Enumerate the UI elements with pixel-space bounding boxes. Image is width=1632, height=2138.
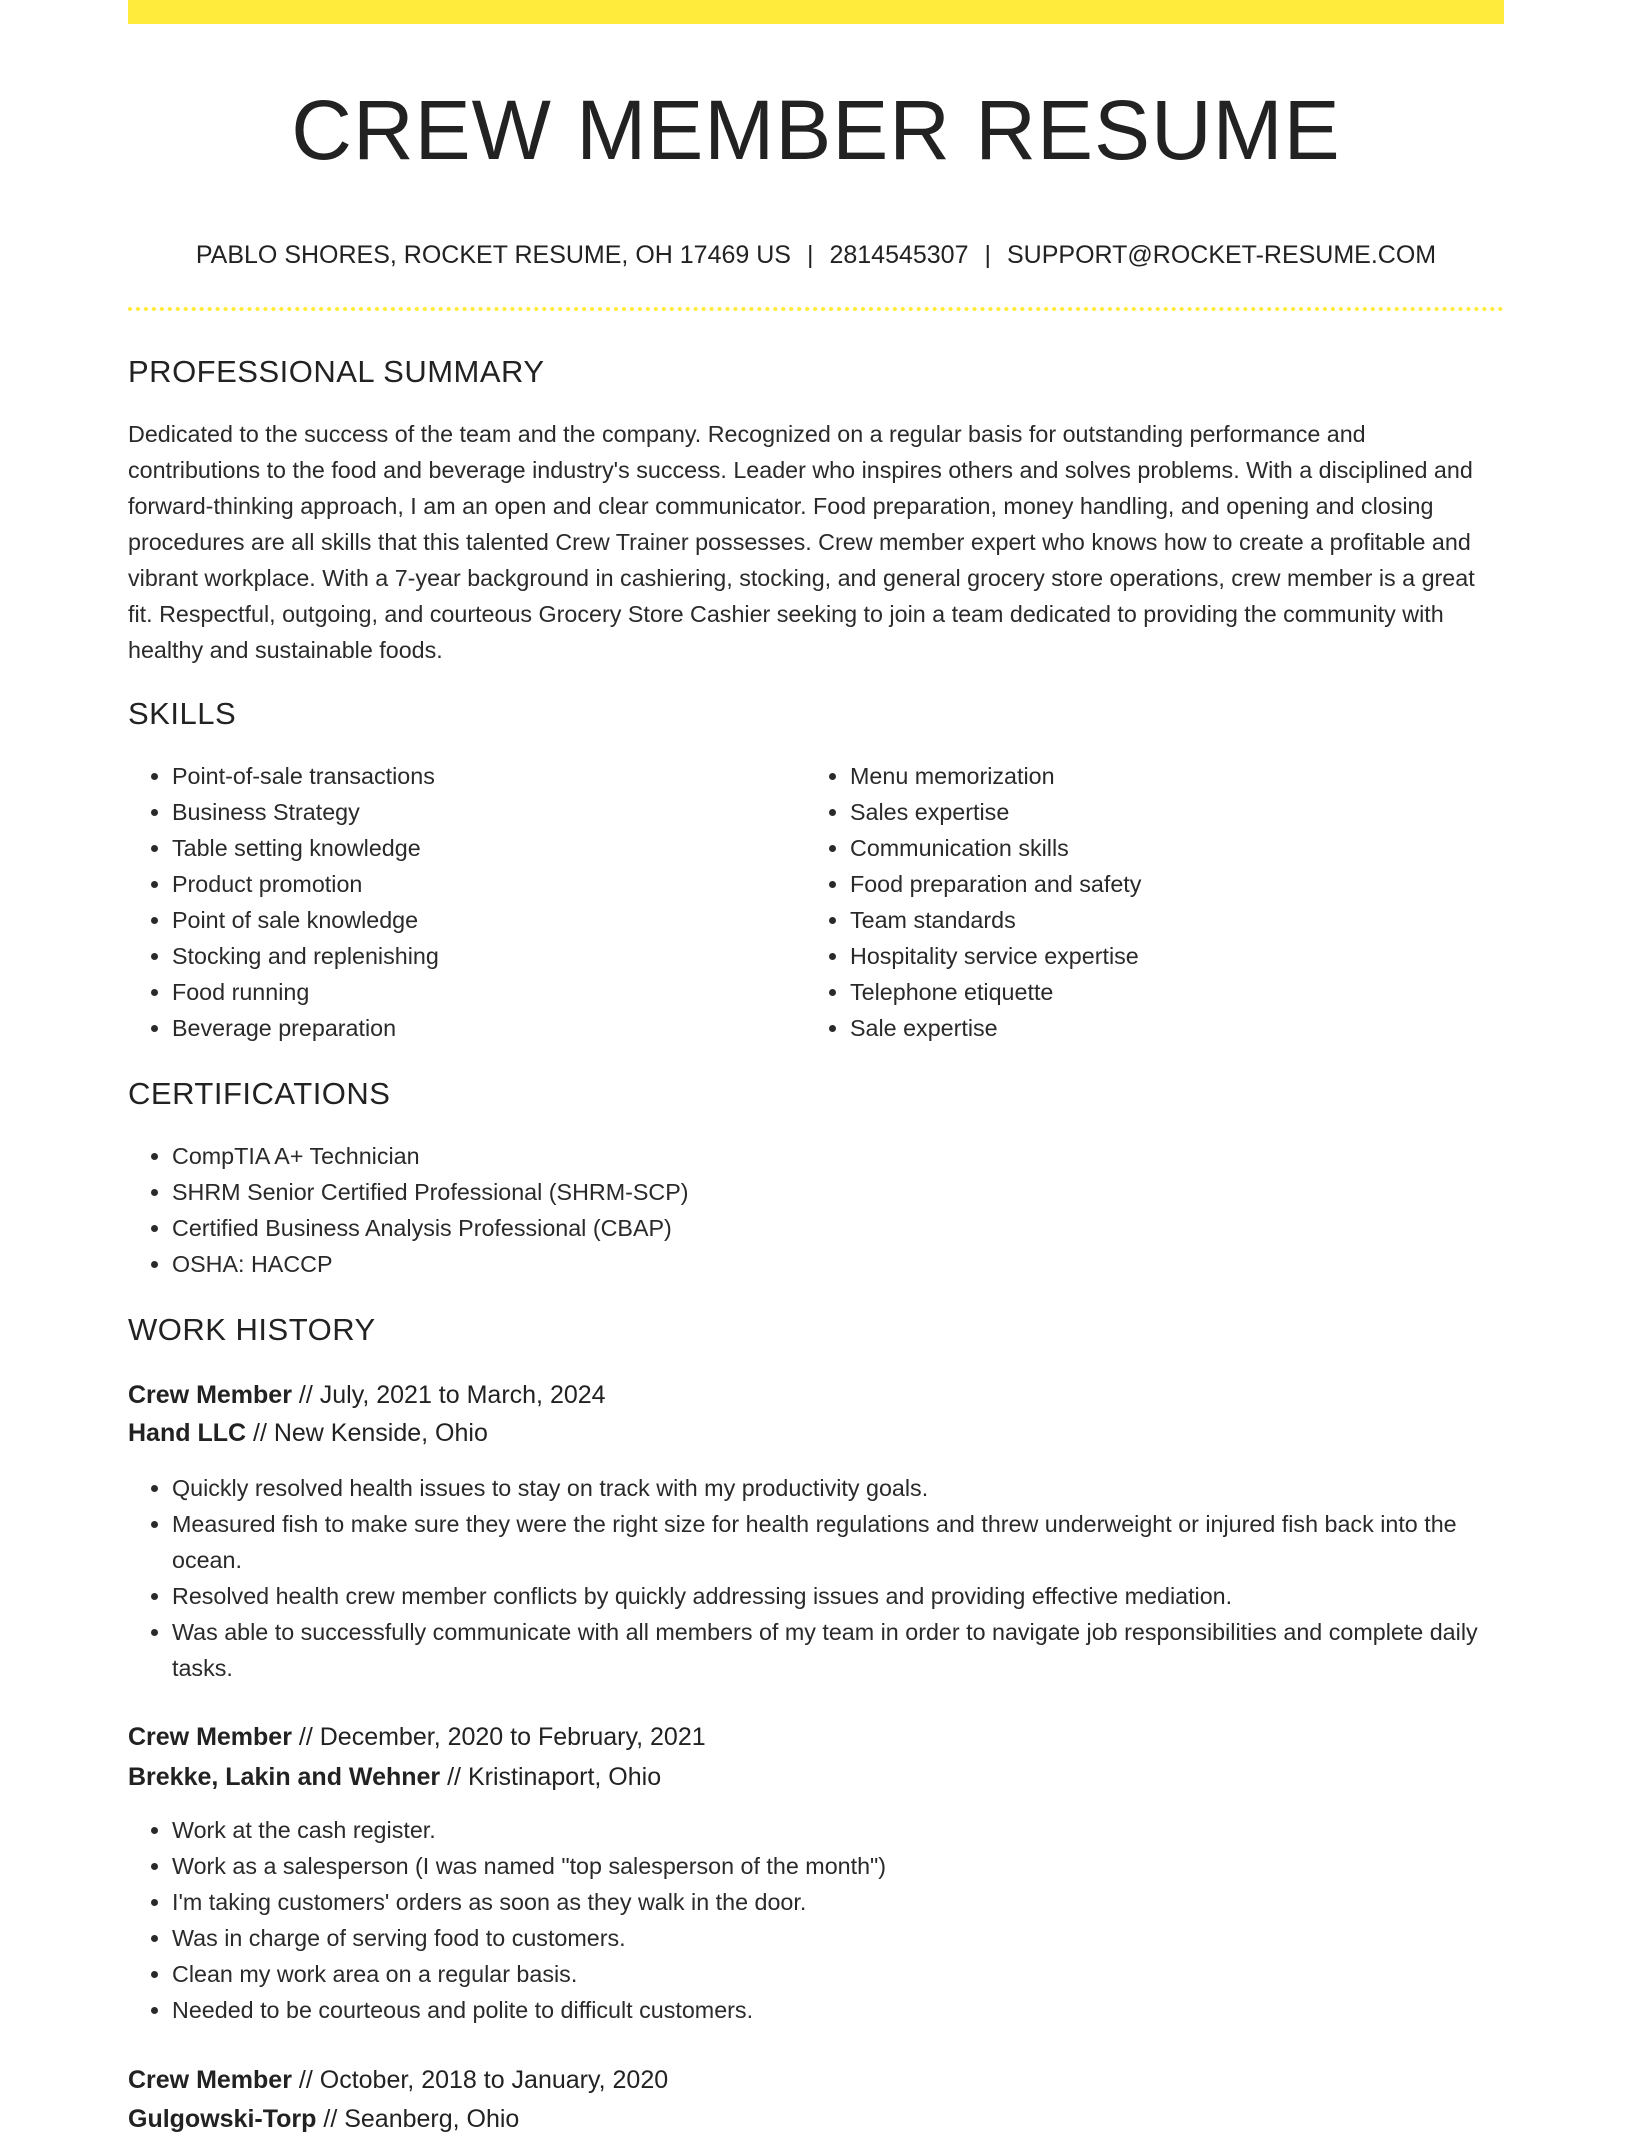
contact-separator: | <box>806 241 814 269</box>
job-company: Gulgowski-Torp <box>128 2105 317 2133</box>
job-bullets <box>128 1812 1504 2028</box>
certification-item: • SHRM Senior Certified Professional (SHRM-SCP) <box>172 1174 1472 1210</box>
skill-item: • Business Strategy <box>172 794 802 830</box>
contact-address: PABLO SHORES, ROCKET RESUME, OH 17469 US <box>195 241 791 269</box>
skill-item: • Food running <box>172 974 802 1010</box>
job-location: Seanberg, Ohio <box>344 2105 520 2133</box>
job-dates: December, 2020 to February, 2021 <box>319 1723 706 1751</box>
certifications-list <box>128 1138 1472 1282</box>
skill-item: • Product promotion <box>172 866 802 902</box>
accent-top-bar <box>128 0 1504 24</box>
job-bullet: • Resolved health crew member conflicts by quickly addressing issues and providing effective mediation. <box>172 1578 1504 1614</box>
skills-heading: SKILLS <box>128 696 237 731</box>
job-company-line <box>128 1758 661 1796</box>
job-title-line <box>128 1718 706 1756</box>
job-dates: October, 2018 to January, 2020 <box>319 2066 669 2094</box>
skill-item: • Sales expertise <box>850 794 1480 830</box>
job-bullet: • I'm taking customers' orders as soon as they walk in the door. <box>172 1884 1504 1920</box>
job-title-line <box>128 2061 668 2099</box>
contact-email[interactable]: SUPPORT@ROCKET-RESUME.COM <box>1007 241 1437 269</box>
resume-title: CREW MEMBER RESUME <box>291 83 1341 177</box>
skill-item: • Communication skills <box>850 830 1480 866</box>
skill-item: • Menu memorization <box>850 758 1480 794</box>
certifications-heading: CERTIFICATIONS <box>128 1076 391 1111</box>
job-bullet: • Work as a salesperson (I was named "top salesperson of the month") <box>172 1848 1504 1884</box>
job-company: Hand LLC <box>128 1419 247 1447</box>
job-title: Crew Member <box>128 1381 292 1409</box>
job-bullet: • Needed to be courteous and polite to difficult customers. <box>172 1992 1504 2028</box>
work-history-heading: WORK HISTORY <box>128 1312 376 1347</box>
skill-item: • Team standards <box>850 902 1480 938</box>
skill-item: • Hospitality service expertise <box>850 938 1480 974</box>
certification-item: • Certified Business Analysis Professional (CBAP) <box>172 1210 1472 1246</box>
skill-item: • Sale expertise <box>850 1010 1480 1046</box>
job-bullet: • Quickly resolved health issues to stay on track with my productivity goals. <box>172 1470 1504 1506</box>
certification-item: • OSHA: HACCP <box>172 1246 1472 1282</box>
job-bullet: • Was in charge of serving food to customers. <box>172 1920 1504 1956</box>
contact-line <box>128 236 1504 274</box>
dotted-divider <box>128 307 1504 311</box>
contact-separator: | <box>984 241 991 269</box>
job-separator: // <box>316 2105 345 2133</box>
job-separator: // <box>246 1419 274 1447</box>
skill-item: • Table setting knowledge <box>172 830 802 866</box>
summary-text: Dedicated to the success of the team and the company. Recognized on a regular basis for outstanding performance and contributions to the food and beverage industry's success. Leader who inspires others and solves problems. With a disciplined and forward-thinking approach, I am an open and clear communicator. Food preparation, money handling, and opening and closing procedures are all skills that this talented Crew Trainer possesses. Crew member expert who knows how to create a profitable and vibrant workplace. With a 7-year background in cashiering, stocking, and general grocery store operations, crew member is a great fit. Respectful, outgoing, and courteous Grocery Store Cashier seeking to join a team dedicated to providing the community with healthy and sustainable foods. <box>128 421 1475 663</box>
job-bullet: • Clean my work area on a regular basis. <box>172 1956 1504 1992</box>
job-separator: // <box>440 1763 468 1791</box>
job-title: Crew Member <box>128 1723 292 1751</box>
job-bullet: • Measured fish to make sure they were the right size for health regulations and threw underweight or injured fish back into the ocean. <box>172 1506 1504 1578</box>
skill-item: • Stocking and replenishing <box>172 938 802 974</box>
resume-page <box>128 0 1504 2133</box>
skill-item: • Point-of-sale transactions <box>172 758 802 794</box>
job-company: Brekke, Lakin and Wehner <box>128 1763 441 1791</box>
certification-item: • CompTIA A+ Technician <box>172 1138 1472 1174</box>
skill-item: • Point of sale knowledge <box>172 902 802 938</box>
job-separator: // <box>291 1381 320 1409</box>
contact-phone[interactable]: 2814545307 <box>829 241 969 269</box>
skills-list-right <box>806 758 1480 1046</box>
job-company-line <box>128 1414 488 1452</box>
job-bullet: • Work at the cash register. <box>172 1812 1504 1848</box>
job-dates: July, 2021 to March, 2024 <box>319 1381 606 1409</box>
job-separator: // <box>291 1723 320 1751</box>
job-location: New Kenside, Ohio <box>273 1419 488 1447</box>
job-bullet: • Was able to successfully communicate with all members of my team in order to navigate job responsibilities and complete daily tasks. <box>172 1614 1504 1686</box>
job-title: Crew Member <box>128 2066 292 2094</box>
job-company-line <box>128 2100 519 2138</box>
job-title-line <box>128 1376 606 1414</box>
skill-item: • Telephone etiquette <box>850 974 1480 1010</box>
job-bullets <box>128 1470 1504 1686</box>
skill-item: • Food preparation and safety <box>850 866 1480 902</box>
summary-heading: PROFESSIONAL SUMMARY <box>128 354 545 389</box>
skills-list-left <box>128 758 802 1046</box>
job-separator: // <box>291 2066 320 2094</box>
skill-item: • Beverage preparation <box>172 1010 802 1046</box>
job-location: Kristinaport, Ohio <box>467 1763 662 1791</box>
